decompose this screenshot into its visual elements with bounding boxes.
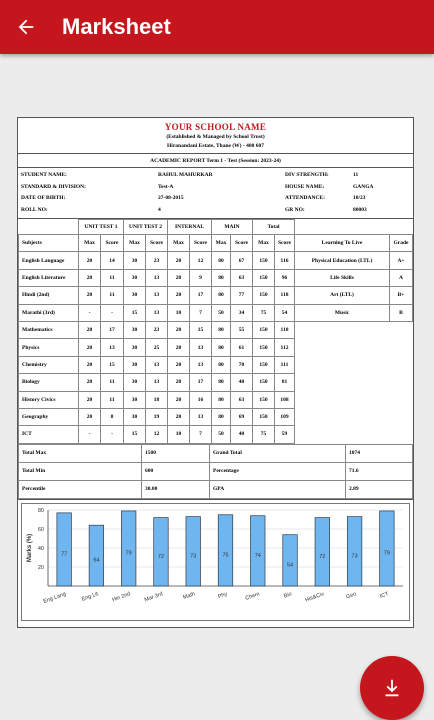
marks-table: [18, 219, 413, 444]
table-cell: Physical Education (LTL): [295, 252, 390, 269]
summary-cell: 1500: [142, 444, 210, 462]
column-header: Max: [212, 235, 231, 252]
table-cell: 30: [124, 321, 146, 338]
summary-table: [18, 444, 413, 499]
marksheet-card: [17, 117, 414, 628]
bar: [57, 513, 72, 586]
table-cell: 20: [79, 356, 101, 373]
x-tick-label: Eng Lit: [80, 590, 100, 603]
table-cell: 10: [168, 426, 190, 443]
student-info-cell: GANGA: [353, 183, 374, 190]
table-cell: 55: [231, 321, 253, 338]
table-cell: [19, 220, 79, 235]
table-cell: -: [101, 426, 124, 443]
table-row: [19, 304, 413, 321]
table-cell: 30: [124, 269, 146, 286]
arrow-left-icon: [15, 16, 37, 38]
table-group-header-row: [19, 220, 413, 235]
x-tick-label: Phy: [217, 590, 229, 600]
table-cell: 118: [275, 287, 295, 304]
bar: [251, 515, 266, 585]
table-cell: 150: [253, 252, 275, 269]
table-cell: 14: [101, 252, 124, 269]
page-title: Marksheet: [62, 14, 171, 39]
student-info-cell: ATTENDANCE:: [285, 195, 325, 201]
table-cell: 13: [190, 408, 212, 425]
table-cell: 69: [231, 408, 253, 425]
x-tick-label: Mar 3rd: [143, 590, 164, 604]
x-tick-label: Eng Lang: [42, 590, 67, 605]
table-cell: [295, 339, 413, 356]
school-trust: (Established & Managed by School Trust): [166, 134, 265, 140]
table-cell: 63: [231, 391, 253, 408]
subject-cell: Mathematics: [19, 321, 79, 338]
table-cell: 30: [124, 252, 146, 269]
table-cell: 20: [168, 287, 190, 304]
table-cell: 20: [79, 321, 101, 338]
bar: [218, 514, 233, 585]
table-cell: [295, 391, 413, 408]
table-cell: 75: [253, 304, 275, 321]
table-cell: 61: [231, 339, 253, 356]
table-cell: B+: [390, 287, 413, 304]
table-cell: 109: [275, 408, 295, 425]
student-info-cell: STANDARD & DIVISION:: [21, 183, 86, 190]
table-cell: Music: [295, 304, 390, 321]
table-cell: Life Skills: [295, 269, 390, 286]
table-cell: 10: [168, 304, 190, 321]
download-button[interactable]: [360, 656, 424, 720]
table-cell: 7: [190, 426, 212, 443]
table-cell: 23: [146, 321, 168, 338]
bar: [121, 511, 136, 586]
student-info-cell: DATE OF BIRTH:: [21, 195, 66, 201]
subject-cell: English Language: [19, 252, 79, 269]
subject-cell: History Civics: [19, 391, 79, 408]
column-header: Max: [253, 235, 275, 252]
table-cell: 12: [190, 252, 212, 269]
bar-chart: [22, 504, 409, 620]
bar-value-label: 72: [157, 553, 165, 560]
student-info-cell: HOUSE NAME:: [285, 183, 325, 190]
x-tick-label: Chem: [244, 590, 261, 602]
table-cell: 80: [212, 391, 231, 408]
table-row: [19, 426, 413, 443]
table-cell: A+: [390, 252, 413, 269]
group-header: UNIT TEST 2: [124, 220, 168, 235]
student-info-cell: STUDENT NAME:: [21, 172, 67, 178]
table-cell: 20: [79, 287, 101, 304]
table-cell: 30: [124, 374, 146, 391]
table-cell: 20: [168, 374, 190, 391]
student-info-cell: ROLL NO:: [21, 206, 48, 213]
table-cell: 112: [275, 339, 295, 356]
table-row: [19, 321, 413, 338]
table-cell: 77: [231, 287, 253, 304]
summary-cell: Grand Total: [210, 444, 346, 462]
x-tick-label: Math: [182, 590, 196, 601]
table-row: [19, 391, 413, 408]
table-cell: 59: [275, 426, 295, 443]
x-tick-label: His&Civ: [304, 590, 326, 604]
table-cell: 116: [275, 252, 295, 269]
summary-cell: 30.00: [142, 480, 210, 498]
table-cell: 67: [231, 252, 253, 269]
summary-cell: 71.6: [346, 462, 413, 480]
x-tick-label: Hin 2nd: [111, 590, 132, 604]
bar: [315, 517, 330, 585]
table-cell: 80: [212, 321, 231, 338]
marks-chart: [18, 499, 413, 627]
summary-cell: Percentage: [210, 462, 346, 480]
bar-value-label: 74: [254, 552, 261, 559]
y-tick-label: 80: [37, 507, 44, 514]
summary-cell: GPA: [210, 480, 346, 498]
bar-value-label: 73: [351, 553, 358, 560]
student-info-cell: 10/23: [353, 195, 366, 201]
table-row: [19, 356, 413, 373]
table-cell: 108: [275, 391, 295, 408]
table-cell: 150: [253, 339, 275, 356]
table-cell: 20: [79, 374, 101, 391]
table-cell: 80: [212, 252, 231, 269]
subject-cell: Physics: [19, 339, 79, 356]
table-cell: 20: [168, 321, 190, 338]
table-cell: 9: [190, 269, 212, 286]
table-header-row: [19, 235, 413, 252]
table-cell: 96: [275, 269, 295, 286]
student-info-cell: RAHUL MAHURKAR: [158, 172, 213, 178]
table-cell: 13: [190, 339, 212, 356]
student-info-cell: 11: [353, 172, 359, 178]
school-name: YOUR SCHOOL NAME: [164, 122, 267, 132]
table-cell: 81: [275, 374, 295, 391]
table-cell: 75: [253, 426, 275, 443]
table-cell: [390, 220, 413, 235]
group-header: MAIN: [212, 220, 253, 235]
table-cell: -: [79, 304, 101, 321]
table-cell: 20: [168, 252, 190, 269]
table-cell: [295, 321, 413, 338]
student-info-cell: 27-08-2015: [158, 195, 184, 201]
table-cell: 20: [168, 408, 190, 425]
table-cell: 11: [101, 374, 124, 391]
bar-value-label: 77: [61, 551, 68, 558]
table-cell: 150: [253, 408, 275, 425]
subject-cell: ICT: [19, 426, 79, 443]
summary-row: [19, 444, 413, 462]
table-cell: 15: [101, 356, 124, 373]
table-cell: 150: [253, 374, 275, 391]
bar: [380, 511, 395, 586]
school-address: Hiranandani Estate, Thane (W) - 400 607: [167, 143, 264, 149]
column-header: Learning To Live: [295, 235, 390, 252]
table-cell: 18: [146, 391, 168, 408]
back-button[interactable]: [0, 0, 52, 54]
table-cell: [295, 374, 413, 391]
chart-frame: [21, 503, 410, 621]
student-info-cell: 4: [158, 206, 161, 213]
table-cell: 110: [275, 321, 295, 338]
table-cell: 20: [79, 339, 101, 356]
table-cell: -: [79, 426, 101, 443]
summary-cell: Total Max: [19, 444, 142, 462]
group-header: UNIT TEST 1: [79, 220, 124, 235]
table-cell: 80: [212, 408, 231, 425]
app-bar: [0, 0, 434, 54]
bar-value-label: 73: [190, 553, 197, 560]
summary-row: [19, 480, 413, 498]
table-cell: 30: [124, 391, 146, 408]
table-cell: 30: [124, 339, 146, 356]
group-header: Total: [253, 220, 295, 235]
table-cell: 63: [231, 269, 253, 286]
column-header: Score: [101, 235, 124, 252]
table-cell: 80: [212, 287, 231, 304]
table-cell: B: [390, 304, 413, 321]
summary-row: [19, 462, 413, 480]
y-tick-label: 60: [37, 526, 44, 533]
x-tick-label: Geo: [345, 590, 358, 601]
table-cell: 17: [190, 374, 212, 391]
table-cell: 20: [168, 339, 190, 356]
table-cell: 25: [146, 339, 168, 356]
table-cell: 11: [101, 391, 124, 408]
table-cell: 20: [79, 391, 101, 408]
table-cell: 12: [146, 426, 168, 443]
table-cell: 13: [190, 356, 212, 373]
bar: [347, 516, 362, 585]
table-cell: [295, 426, 413, 443]
summary-cell: 600: [142, 462, 210, 480]
table-cell: 23: [146, 252, 168, 269]
table-cell: 15: [124, 426, 146, 443]
subject-cell: Biology: [19, 374, 79, 391]
table-cell: 34: [231, 304, 253, 321]
table-cell: [295, 408, 413, 425]
column-header: Subjects: [19, 235, 79, 252]
student-info-cell: DIV STRENGTH:: [285, 172, 329, 178]
table-cell: 20: [168, 269, 190, 286]
column-header: Score: [146, 235, 168, 252]
table-cell: 80: [212, 374, 231, 391]
table-row: [19, 339, 413, 356]
bar: [283, 534, 298, 585]
y-axis-label: Marks (%): [27, 533, 33, 562]
table-cell: A: [390, 269, 413, 286]
y-tick-label: 20: [37, 564, 44, 571]
bar: [89, 525, 104, 586]
table-cell: 15: [124, 304, 146, 321]
table-row: [19, 252, 413, 269]
table-cell: 20: [168, 391, 190, 408]
x-tick-label: ICT: [379, 590, 390, 600]
table-cell: 13: [146, 374, 168, 391]
table-cell: 54: [275, 304, 295, 321]
subject-cell: English Literature: [19, 269, 79, 286]
bar-value-label: 72: [319, 553, 326, 560]
table-cell: 16: [190, 391, 212, 408]
table-cell: 150: [253, 356, 275, 373]
table-cell: [295, 356, 413, 373]
bar-value-label: 79: [125, 550, 132, 557]
table-cell: 20: [168, 356, 190, 373]
table-cell: 50: [212, 304, 231, 321]
table-cell: 80: [212, 339, 231, 356]
table-cell: 7: [190, 304, 212, 321]
table-cell: 150: [253, 287, 275, 304]
table-cell: 20: [79, 269, 101, 286]
table-cell: 13: [146, 356, 168, 373]
student-info-cell: GR NO:: [285, 206, 305, 213]
table-cell: 13: [146, 269, 168, 286]
table-cell: 30: [124, 408, 146, 425]
bar: [186, 516, 201, 585]
table-cell: 150: [253, 321, 275, 338]
table-row: [19, 408, 413, 425]
bar-value-label: 64: [93, 557, 100, 564]
table-cell: 30: [124, 287, 146, 304]
x-tick-label: Bio: [283, 590, 293, 600]
student-info-cell: Test-A: [158, 183, 174, 190]
table-cell: -: [101, 304, 124, 321]
table-cell: 20: [79, 252, 101, 269]
summary-cell: 2.89: [346, 480, 413, 498]
summary-cell: 1074: [346, 444, 413, 462]
school-header: [18, 118, 413, 154]
table-cell: 11: [101, 287, 124, 304]
table-cell: 150: [253, 269, 275, 286]
column-header: Max: [168, 235, 190, 252]
table-cell: 40: [231, 426, 253, 443]
group-header: INTERNAL: [168, 220, 212, 235]
table-cell: 30: [124, 356, 146, 373]
table-cell: 13: [101, 339, 124, 356]
column-header: Score: [190, 235, 212, 252]
summary-cell: Percentile: [19, 480, 142, 498]
table-cell: 20: [79, 408, 101, 425]
download-icon: [381, 677, 403, 699]
table-cell: 8: [101, 408, 124, 425]
student-info-cell: 80003: [353, 206, 367, 213]
subject-cell: Geography: [19, 408, 79, 425]
table-cell: 50: [212, 426, 231, 443]
table-cell: 80: [212, 269, 231, 286]
table-cell: 111: [275, 356, 295, 373]
table-row: [19, 269, 413, 286]
table-row: [19, 287, 413, 304]
table-cell: 150: [253, 391, 275, 408]
column-header: Score: [275, 235, 295, 252]
subject-cell: Chemistry: [19, 356, 79, 373]
bar-value-label: 79: [383, 550, 390, 557]
y-tick-label: 40: [37, 545, 44, 552]
table-cell: 70: [231, 356, 253, 373]
table-cell: [295, 220, 390, 235]
table-cell: 11: [101, 269, 124, 286]
report-title: ACADEMIC REPORT Term 1 - Test (Session: 2023-24): [18, 154, 413, 168]
table-cell: 40: [231, 374, 253, 391]
student-info: [18, 168, 413, 219]
subject-cell: Marathi (3rd): [19, 304, 79, 321]
table-row: [19, 374, 413, 391]
subject-cell: Hindi (2nd): [19, 287, 79, 304]
bar: [154, 517, 169, 585]
column-header: Score: [231, 235, 253, 252]
table-cell: 19: [146, 408, 168, 425]
table-cell: 17: [101, 321, 124, 338]
column-header: Max: [124, 235, 146, 252]
table-cell: 17: [190, 287, 212, 304]
table-cell: Art (LTL): [295, 287, 390, 304]
table-cell: 13: [146, 287, 168, 304]
column-header: Max: [79, 235, 101, 252]
column-header: Grade: [390, 235, 413, 252]
table-cell: 13: [146, 304, 168, 321]
table-cell: 80: [212, 356, 231, 373]
table-cell: 15: [190, 321, 212, 338]
bar-value-label: 54: [286, 562, 294, 569]
bar-value-label: 75: [222, 552, 229, 559]
summary-cell: Total Min: [19, 462, 142, 480]
